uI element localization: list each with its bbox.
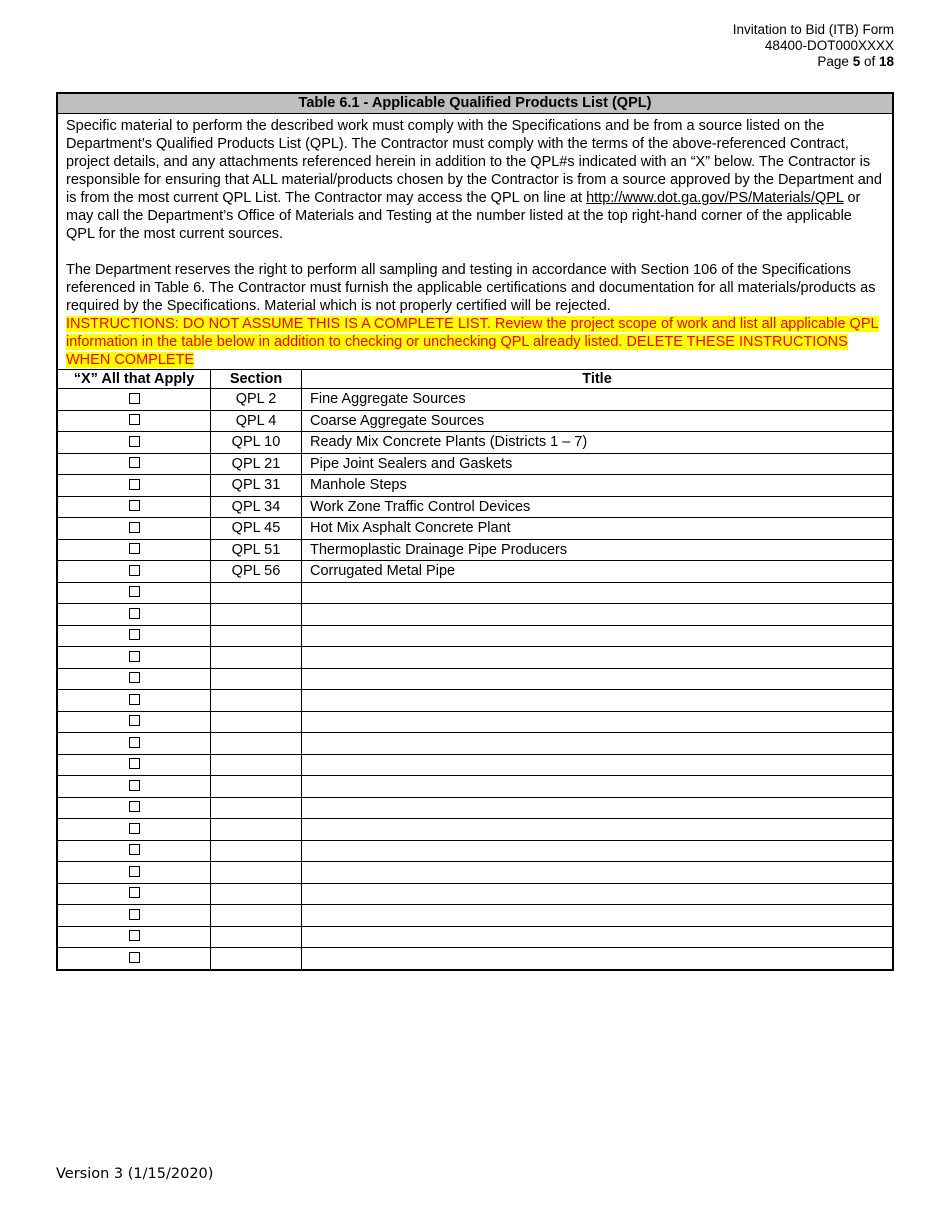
- form-number: 48400-DOT000XXXX: [764, 38, 894, 53]
- section-cell: [211, 883, 302, 905]
- apply-checkbox[interactable]: [129, 887, 140, 898]
- title-cell: [302, 862, 893, 884]
- table-row: [58, 625, 892, 647]
- apply-cell: [58, 905, 211, 927]
- apply-checkbox[interactable]: [129, 479, 140, 490]
- column-header-apply: “X” All that Apply: [58, 370, 211, 389]
- apply-cell: [58, 711, 211, 733]
- title-cell: [302, 883, 893, 905]
- apply-checkbox[interactable]: [129, 522, 140, 533]
- apply-checkbox[interactable]: [129, 930, 140, 941]
- apply-checkbox[interactable]: [129, 500, 140, 511]
- table-row: [58, 647, 892, 669]
- section-cell: QPL 2: [211, 389, 302, 411]
- section-cell: [211, 819, 302, 841]
- section-cell: [211, 948, 302, 969]
- table-row: [58, 926, 892, 948]
- title-cell: Corrugated Metal Pipe: [302, 561, 893, 583]
- apply-checkbox[interactable]: [129, 737, 140, 748]
- table-row: [58, 690, 892, 712]
- title-cell: [302, 840, 893, 862]
- title-cell: [302, 926, 893, 948]
- apply-cell: [58, 668, 211, 690]
- apply-checkbox[interactable]: [129, 565, 140, 576]
- section-cell: [211, 582, 302, 604]
- apply-checkbox[interactable]: [129, 414, 140, 425]
- section-cell: [211, 862, 302, 884]
- table-row: [58, 711, 892, 733]
- qpl-link[interactable]: http://www.dot.ga.gov/PS/Materials/QPL: [586, 190, 844, 206]
- version-footer: Version 3 (1/15/2020): [56, 1166, 214, 1182]
- title-cell: Coarse Aggregate Sources: [302, 410, 893, 432]
- table-row: [58, 389, 892, 411]
- title-cell: [302, 797, 893, 819]
- apply-checkbox[interactable]: [129, 866, 140, 877]
- apply-checkbox[interactable]: [129, 629, 140, 640]
- page-current: 5: [852, 54, 861, 69]
- apply-cell: [58, 776, 211, 798]
- title-cell: [302, 711, 893, 733]
- apply-cell: [58, 862, 211, 884]
- section-cell: [211, 604, 302, 626]
- table-row: [58, 453, 892, 475]
- table-row: [58, 754, 892, 776]
- apply-cell: [58, 797, 211, 819]
- apply-cell: [58, 625, 211, 647]
- apply-cell: [58, 410, 211, 432]
- apply-checkbox[interactable]: [129, 672, 140, 683]
- apply-cell: [58, 926, 211, 948]
- apply-cell: [58, 819, 211, 841]
- title-cell: [302, 733, 893, 755]
- table-header-row: [58, 370, 892, 389]
- title-cell: [302, 690, 893, 712]
- title-cell: [302, 604, 893, 626]
- apply-cell: [58, 647, 211, 669]
- section-cell: [211, 776, 302, 798]
- apply-cell: [58, 948, 211, 969]
- apply-checkbox[interactable]: [129, 586, 140, 597]
- table-intro: [58, 114, 892, 369]
- column-header-section: Section: [211, 370, 302, 389]
- title-cell: Thermoplastic Drainage Pipe Producers: [302, 539, 893, 561]
- table-row: [58, 948, 892, 969]
- table-row: [58, 883, 892, 905]
- column-header-title: Title: [302, 370, 893, 389]
- section-cell: [211, 690, 302, 712]
- qpl-table: [58, 369, 892, 969]
- table-row: [58, 840, 892, 862]
- intro-paragraph-1: Specific material to perform the described work must comply with the Specifications and be from a source listed on the Department’s Qualified Products List (QPL). The Contractor must comply with the terms of the above-referenced Contract, project details, and any attachments referenced herein in addition to the QPL#s indicated with an “X” below. The Contractor is responsible for ensuring that ALL material/products chosen by the Contractor is from a source approved by the Department and is from the most current QPL List. The Contractor may access the QPL on line at http://www.dot.ga.gov/PS/Materials/QPL or may call the Department’s Office of Materials and Testing at the number listed at the top right-hand corner of the applicable QPL for the most current sources.: [66, 118, 882, 242]
- apply-cell: [58, 754, 211, 776]
- table-row: [58, 582, 892, 604]
- title-cell: [302, 647, 893, 669]
- apply-checkbox[interactable]: [129, 457, 140, 468]
- apply-cell: [58, 475, 211, 497]
- apply-checkbox[interactable]: [129, 801, 140, 812]
- section-cell: QPL 4: [211, 410, 302, 432]
- table-row: [58, 518, 892, 540]
- apply-checkbox[interactable]: [129, 780, 140, 791]
- table-row: [58, 432, 892, 454]
- table-row: [58, 410, 892, 432]
- apply-cell: [58, 690, 211, 712]
- apply-checkbox[interactable]: [129, 543, 140, 554]
- section-cell: QPL 21: [211, 453, 302, 475]
- title-cell: Manhole Steps: [302, 475, 893, 497]
- section-cell: [211, 711, 302, 733]
- apply-checkbox[interactable]: [129, 651, 140, 662]
- apply-checkbox[interactable]: [129, 758, 140, 769]
- apply-checkbox[interactable]: [129, 844, 140, 855]
- section-cell: [211, 647, 302, 669]
- apply-checkbox[interactable]: [129, 436, 140, 447]
- page-header: [733, 22, 894, 70]
- section-cell: [211, 668, 302, 690]
- apply-cell: [58, 561, 211, 583]
- apply-cell: [58, 518, 211, 540]
- form-title: Invitation to Bid (ITB) Form: [732, 22, 894, 37]
- section-cell: [211, 905, 302, 927]
- apply-cell: [58, 496, 211, 518]
- apply-checkbox[interactable]: [129, 393, 140, 404]
- table-row: [58, 561, 892, 583]
- section-cell: QPL 10: [211, 432, 302, 454]
- table-row: [58, 733, 892, 755]
- apply-cell: [58, 883, 211, 905]
- table-row: [58, 819, 892, 841]
- section-cell: [211, 754, 302, 776]
- apply-checkbox[interactable]: [129, 694, 140, 705]
- table-row: [58, 668, 892, 690]
- section-cell: [211, 797, 302, 819]
- title-cell: [302, 625, 893, 647]
- apply-cell: [58, 604, 211, 626]
- section-cell: QPL 51: [211, 539, 302, 561]
- table-row: [58, 905, 892, 927]
- table-row: [58, 862, 892, 884]
- apply-cell: [58, 453, 211, 475]
- qpl-table-container: [56, 92, 894, 971]
- section-cell: QPL 34: [211, 496, 302, 518]
- apply-checkbox[interactable]: [129, 608, 140, 619]
- title-cell: [302, 905, 893, 927]
- intro-paragraph-2: The Department reserves the right to perform all sampling and testing in accordance with Section 106 of the Specifications referenced in Table 6. The Contractor must furnish the applicable certifications and documentation for all materials/products as required by the Specifications. Material which is not properly certified will be rejected. INSTRUCTIONS: DO NOT ASSUME THIS IS A COMPLETE LIST. Review the project scope of work and list all applicable QPL information in the table below in addition to checking or unchecking QPL already listed. DELETE THESE INSTRUCTIONS WHEN COMPLETE: [66, 262, 879, 368]
- instructions-text: INSTRUCTIONS: DO NOT ASSUME THIS IS A COMPLETE LIST. Review the project scope of work and list all applicable QPL information in the table below in addition to checking or unchecking QPL already listed. DELETE THESE INSTRUCTIONS WHEN COMPLETE: [66, 316, 879, 368]
- title-cell: Hot Mix Asphalt Concrete Plant: [302, 518, 893, 540]
- title-cell: [302, 668, 893, 690]
- title-cell: [302, 754, 893, 776]
- section-cell: [211, 926, 302, 948]
- page-total: 18: [878, 54, 894, 69]
- apply-checkbox[interactable]: [129, 952, 140, 963]
- section-cell: [211, 733, 302, 755]
- section-cell: QPL 56: [211, 561, 302, 583]
- page-indicator: Page 5 of 18: [817, 54, 894, 69]
- title-cell: Pipe Joint Sealers and Gaskets: [302, 453, 893, 475]
- apply-cell: [58, 539, 211, 561]
- title-cell: Fine Aggregate Sources: [302, 389, 893, 411]
- title-cell: Work Zone Traffic Control Devices: [302, 496, 893, 518]
- table-row: [58, 604, 892, 626]
- section-cell: [211, 840, 302, 862]
- apply-cell: [58, 389, 211, 411]
- apply-checkbox[interactable]: [129, 823, 140, 834]
- title-cell: [302, 776, 893, 798]
- title-cell: [302, 819, 893, 841]
- apply-checkbox[interactable]: [129, 715, 140, 726]
- section-cell: QPL 31: [211, 475, 302, 497]
- table-row: [58, 475, 892, 497]
- title-cell: [302, 948, 893, 969]
- apply-cell: [58, 840, 211, 862]
- apply-checkbox[interactable]: [129, 909, 140, 920]
- table-row: [58, 539, 892, 561]
- apply-cell: [58, 733, 211, 755]
- apply-cell: [58, 432, 211, 454]
- table-title: Table 6.1 - Applicable Qualified Products List (QPL): [58, 94, 892, 114]
- table-row: [58, 797, 892, 819]
- section-cell: [211, 625, 302, 647]
- apply-cell: [58, 582, 211, 604]
- table-row: [58, 496, 892, 518]
- section-cell: QPL 45: [211, 518, 302, 540]
- table-row: [58, 776, 892, 798]
- title-cell: [302, 582, 893, 604]
- title-cell: Ready Mix Concrete Plants (Districts 1 – 7): [302, 432, 893, 454]
